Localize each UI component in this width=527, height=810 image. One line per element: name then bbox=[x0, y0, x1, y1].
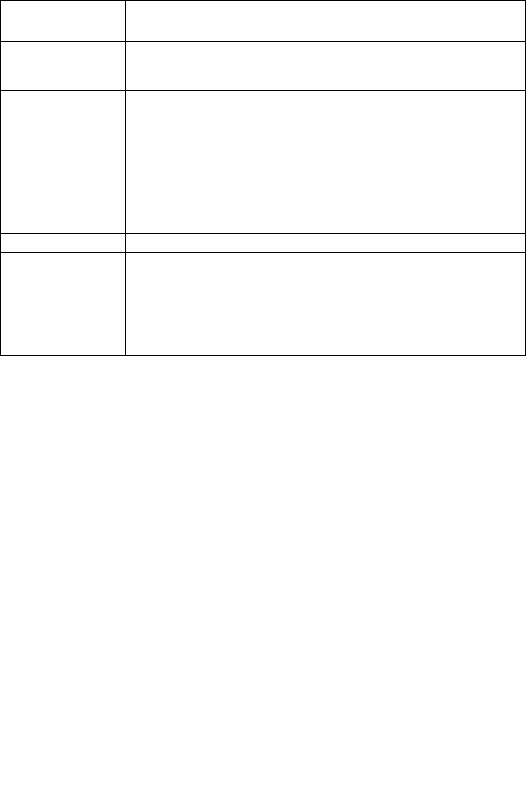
specific-row bbox=[1, 234, 526, 253]
comments-row bbox=[1, 253, 526, 356]
overall-row bbox=[1, 91, 526, 234]
partner-value-cell bbox=[126, 1, 526, 42]
dataset-value-cell bbox=[126, 42, 526, 91]
specific-label-cell bbox=[1, 234, 126, 253]
partner-label bbox=[1, 1, 126, 42]
comments-label bbox=[1, 253, 126, 356]
dataset-row bbox=[1, 42, 526, 91]
overall-options-cell bbox=[126, 91, 526, 234]
analysis-form-table bbox=[0, 0, 526, 356]
partner-row bbox=[1, 1, 526, 42]
dataset-label bbox=[1, 42, 126, 91]
comments-cell bbox=[126, 253, 526, 356]
overall-label-cell bbox=[1, 91, 126, 234]
specific-options-cell bbox=[126, 234, 526, 253]
